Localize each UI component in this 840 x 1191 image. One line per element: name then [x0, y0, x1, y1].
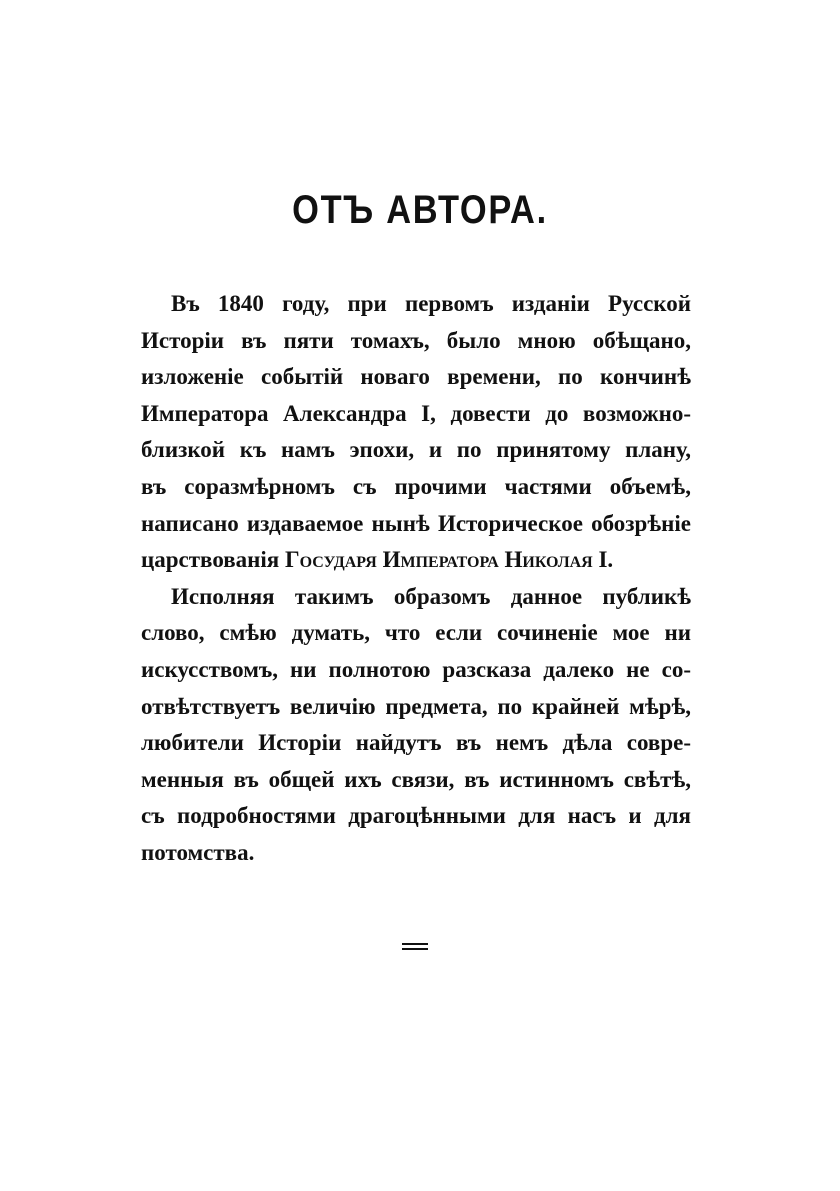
text-line: искусствомъ, ни полнотою разсказа далеко не со- [141, 656, 691, 682]
text-segment: царствованія [141, 547, 280, 573]
text-line: Въ 1840 году, при первомъ изданіи Русской [171, 291, 691, 316]
text-line: отвѣтствуетъ величію предмета, по крайней мѣрѣ, [141, 693, 691, 719]
end-ornament [402, 943, 428, 951]
text-line: Исторіи въ пяти томахъ, было мною обѣщано, [141, 327, 691, 353]
text-line: менныя въ общей ихъ связи, въ истинномъ свѣтѣ, [141, 766, 691, 792]
text-line: слово, смѣю думать, что если сочиненіе мое ни [141, 620, 691, 646]
paragraph-2 [141, 579, 691, 872]
text-line: любители Исторіи найдутъ въ немъ дѣла совре- [141, 730, 691, 756]
small-caps-title: Государя Императора Николая [285, 547, 593, 573]
text-line: изложеніе событій новаго времени, по кончинѣ [141, 364, 691, 390]
text-line [141, 542, 691, 579]
text-line: съ подробностями драгоцѣнными для насъ и для [141, 803, 691, 829]
page-title: ОТЪ АВТОРА. [292, 188, 548, 232]
text-segment: I. [598, 547, 614, 573]
text-line: близкой къ намъ эпохи, и по принятому плану, [141, 437, 691, 463]
preface-text [141, 286, 691, 872]
ornament-rule [402, 943, 428, 945]
text-line: въ соразмѣрномъ съ прочими частями объемѣ, [141, 473, 691, 499]
text-line: Исполняя такимъ образомъ данное публикѣ [171, 583, 691, 609]
text-line: потомства. [141, 839, 255, 865]
paragraph-1 [141, 286, 691, 579]
text-line: Императора Александра I, довести до возможно- [141, 400, 691, 426]
text-line: написано издаваемое нынѣ Историческое обозрѣніе [141, 510, 691, 536]
ornament-rule [402, 948, 428, 950]
